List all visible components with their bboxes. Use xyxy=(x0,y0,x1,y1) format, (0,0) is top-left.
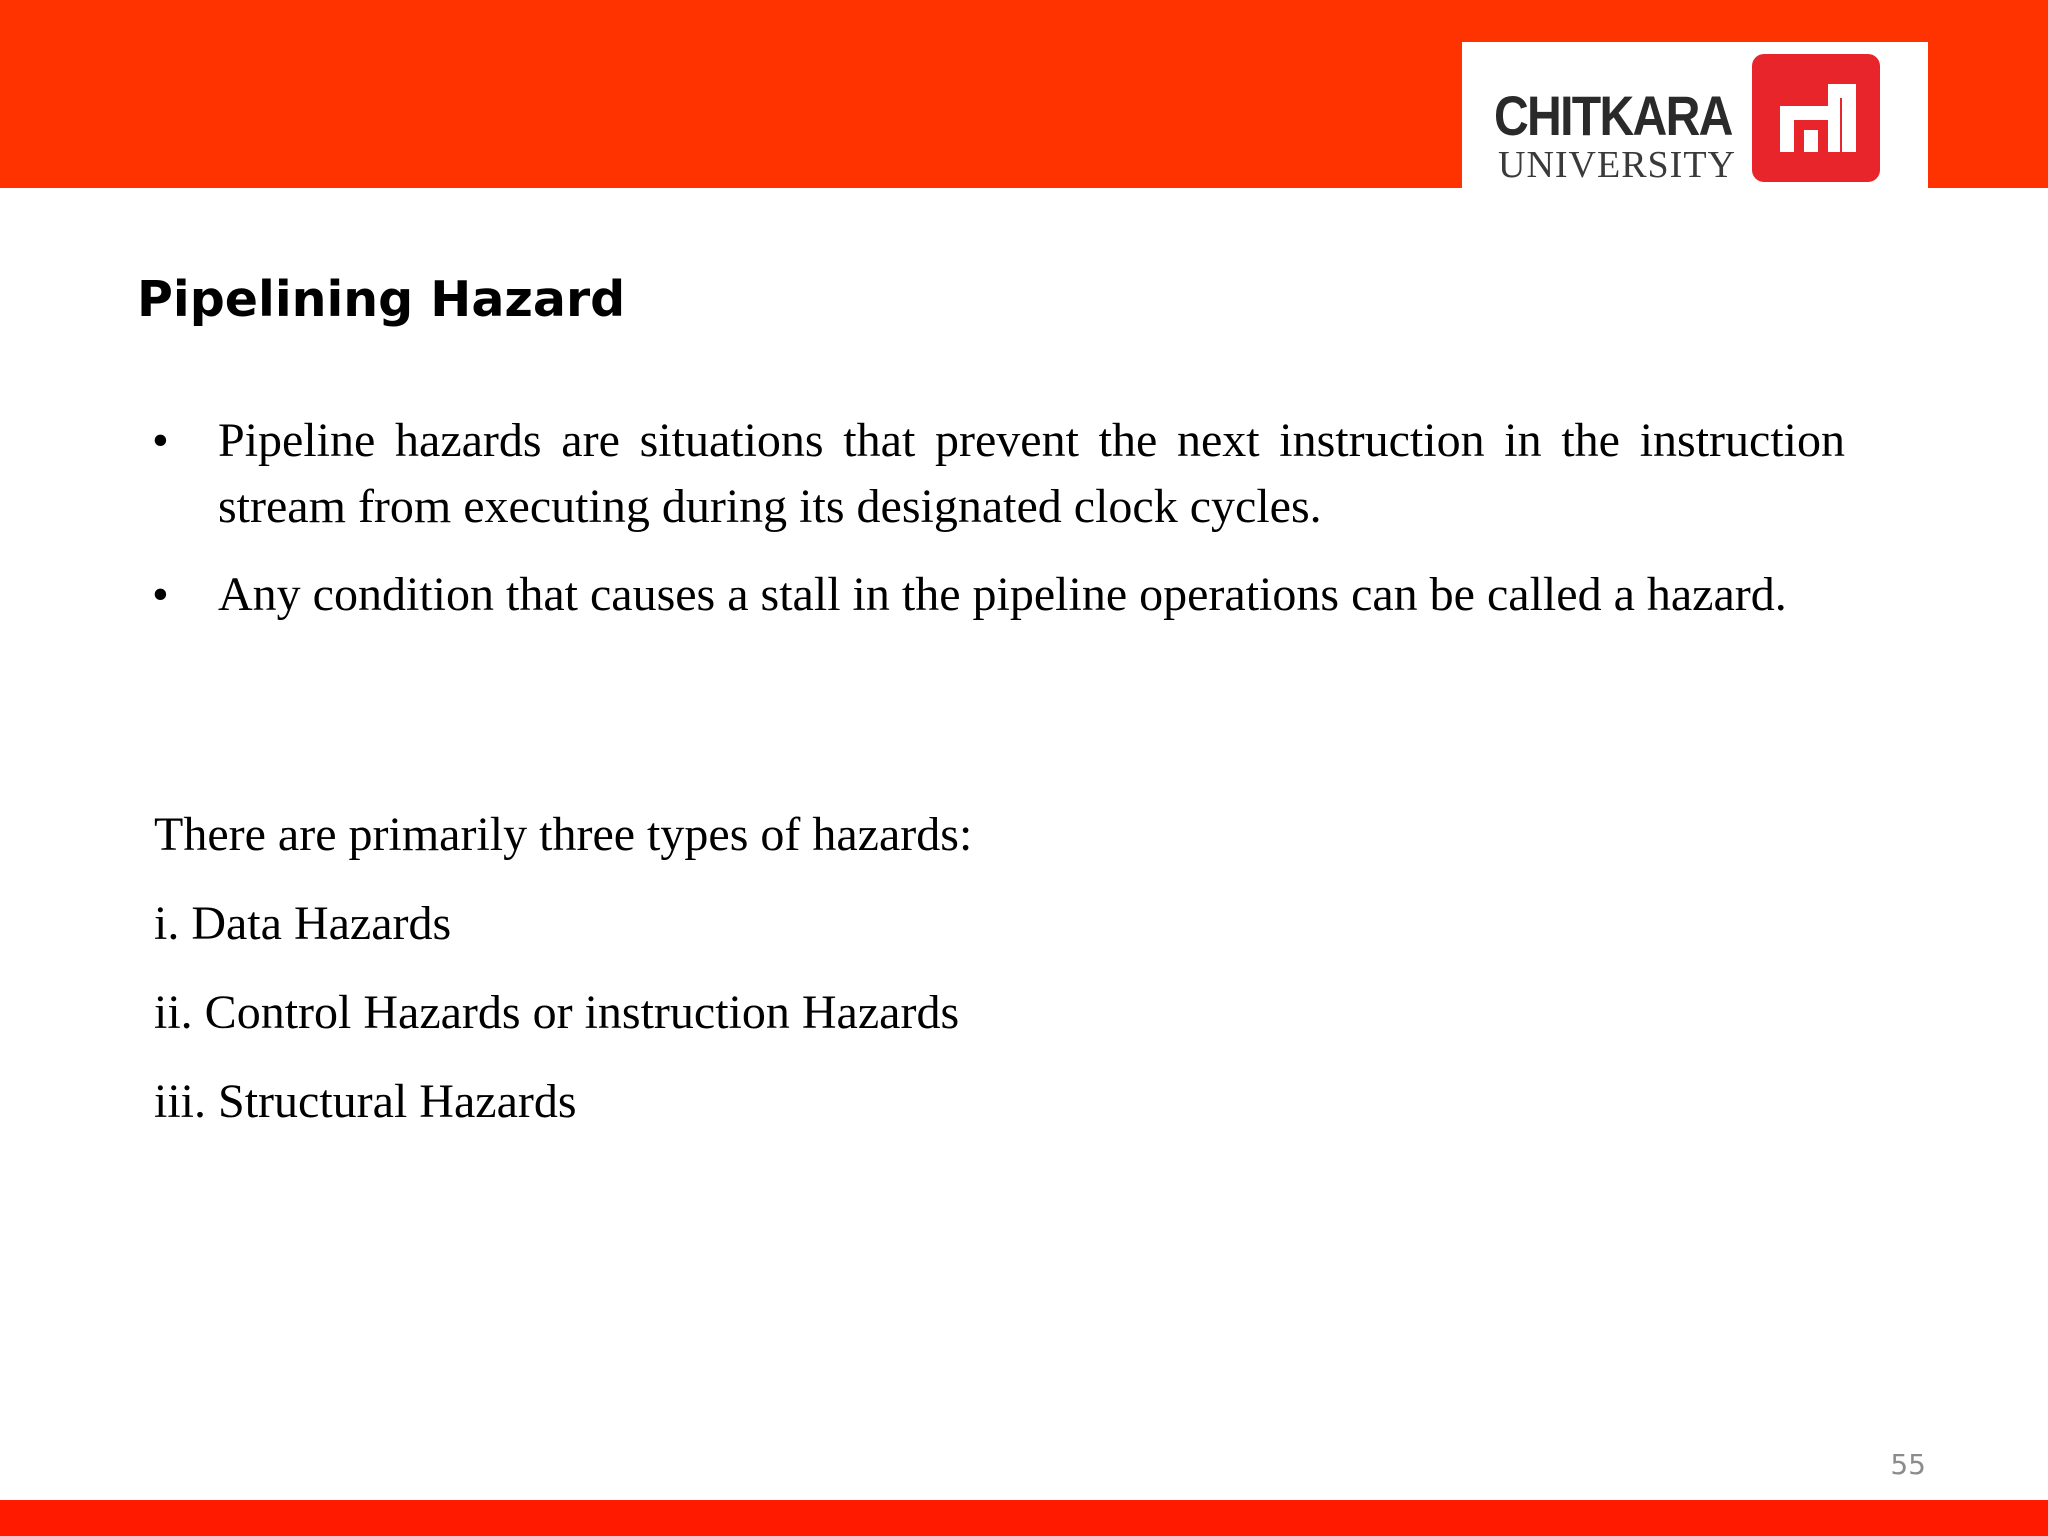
bullet-item xyxy=(140,562,1845,628)
university-logo xyxy=(1462,42,1928,188)
bullet-text: Any condition that causes a stall in the pipeline operations can be called a hazard. xyxy=(218,568,1787,621)
bullet-marker: • xyxy=(152,414,169,467)
bottom-banner xyxy=(0,1500,2048,1536)
hazard-type-item: iii. Structural Hazards xyxy=(154,1075,577,1128)
bullet-text: Pipeline hazards are situations that prevent the next instruction in the instruction stream from executing during its designated clock cycles. xyxy=(218,414,1845,533)
hazard-types-intro: There are primarily three types of hazards: xyxy=(154,808,973,861)
hazard-type-item: ii. Control Hazards or instruction Hazards xyxy=(154,986,960,1039)
logo-subtitle: UNIVERSITY xyxy=(1498,144,1736,186)
hazard-types-section xyxy=(154,802,972,1158)
bullet-list xyxy=(140,408,1845,650)
page-number: 55 xyxy=(1890,1448,1926,1481)
hazard-type-item: i. Data Hazards xyxy=(154,897,452,950)
bullet-marker: • xyxy=(152,568,169,621)
logo-mark-icon xyxy=(1752,54,1880,182)
bullet-item xyxy=(140,408,1845,540)
logo-wordmark: CHITKARA xyxy=(1494,84,1732,147)
slide-title: Pipelining Hazard xyxy=(137,271,626,328)
